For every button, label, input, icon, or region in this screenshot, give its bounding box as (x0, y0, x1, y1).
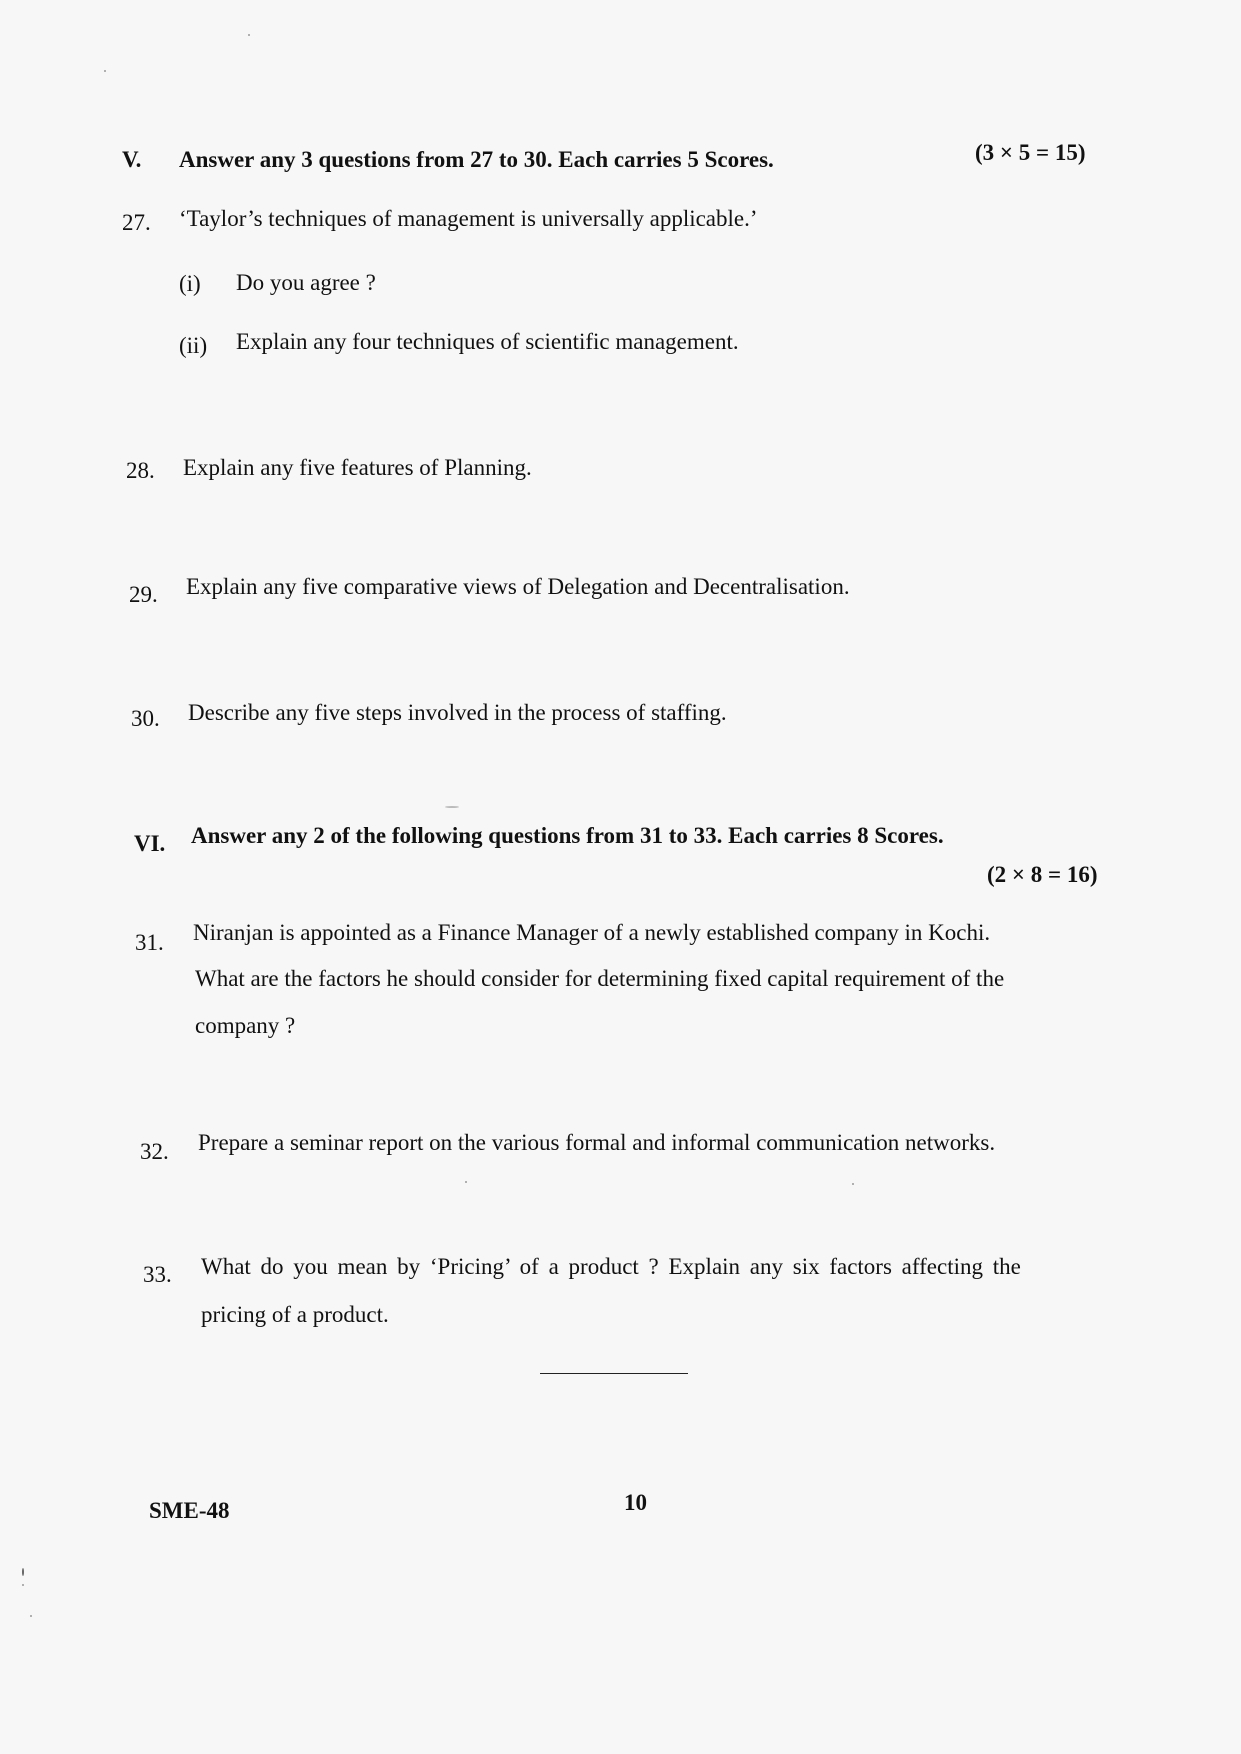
question-33-line-2: pricing of a product. (201, 1302, 389, 1327)
end-of-questions-rule (540, 1373, 688, 1374)
section-vi-instruction: Answer any 2 of the following questions from 31 to 33. Each carries 8 Scores. (191, 823, 944, 848)
question-number-28: 28. (126, 458, 155, 483)
question-27-part-i-label: (i) (179, 271, 201, 296)
question-30-text: Describe any five steps involved in the process of staffing. (188, 700, 727, 725)
question-number-32: 32. (140, 1139, 169, 1164)
question-27-part-ii-label: (ii) (179, 333, 208, 358)
section-vi-marks: (2 × 8 = 16) (987, 862, 1098, 887)
scan-speck (852, 1183, 854, 1185)
scan-speck (465, 1181, 467, 1183)
scan-speck (22, 1568, 24, 1576)
question-number-31: 31. (135, 930, 164, 955)
question-32-text: Prepare a seminar report on the various formal and informal communication networks. (198, 1130, 996, 1155)
question-28-text: Explain any five features of Planning. (183, 455, 532, 480)
question-27-text: ‘Taylor’s techniques of management is universally applicable.’ (179, 206, 758, 231)
question-29-text: Explain any five comparative views of Delegation and Decentralisation. (186, 574, 850, 599)
section-v-instruction: Answer any 3 questions from 27 to 30. Each carries 5 Scores. (179, 147, 774, 172)
section-v-marks: (3 × 5 = 15) (975, 140, 1086, 165)
footer-page-number: 10 (624, 1490, 647, 1515)
question-number-27: 27. (122, 210, 151, 235)
question-31-line-2: What are the factors he should consider for determining fixed capital requirement of the (195, 966, 1005, 991)
scan-speck (248, 34, 250, 36)
question-27-part-i-text: Do you agree ? (236, 270, 376, 295)
section-numeral-v: V. (122, 147, 142, 172)
footer-paper-code: SME-48 (149, 1498, 230, 1523)
question-31-line-1: Niranjan is appointed as a Finance Manager of a newly established company in Kochi. (193, 920, 991, 945)
section-numeral-vi: VI. (134, 831, 166, 856)
question-number-29: 29. (129, 582, 158, 607)
question-number-30: 30. (131, 706, 160, 731)
scan-speck (30, 1615, 32, 1617)
question-number-33: 33. (143, 1262, 172, 1287)
scan-speck (22, 1584, 24, 1586)
scan-speck (445, 806, 459, 808)
question-27-part-ii-text: Explain any four techniques of scientific management. (236, 329, 739, 354)
question-31-line-3: company ? (195, 1013, 296, 1038)
scan-speck (104, 70, 106, 72)
question-33-line-1: What do you mean by ‘Pricing’ of a product ? Explain any six factors affecting the (201, 1254, 1021, 1279)
